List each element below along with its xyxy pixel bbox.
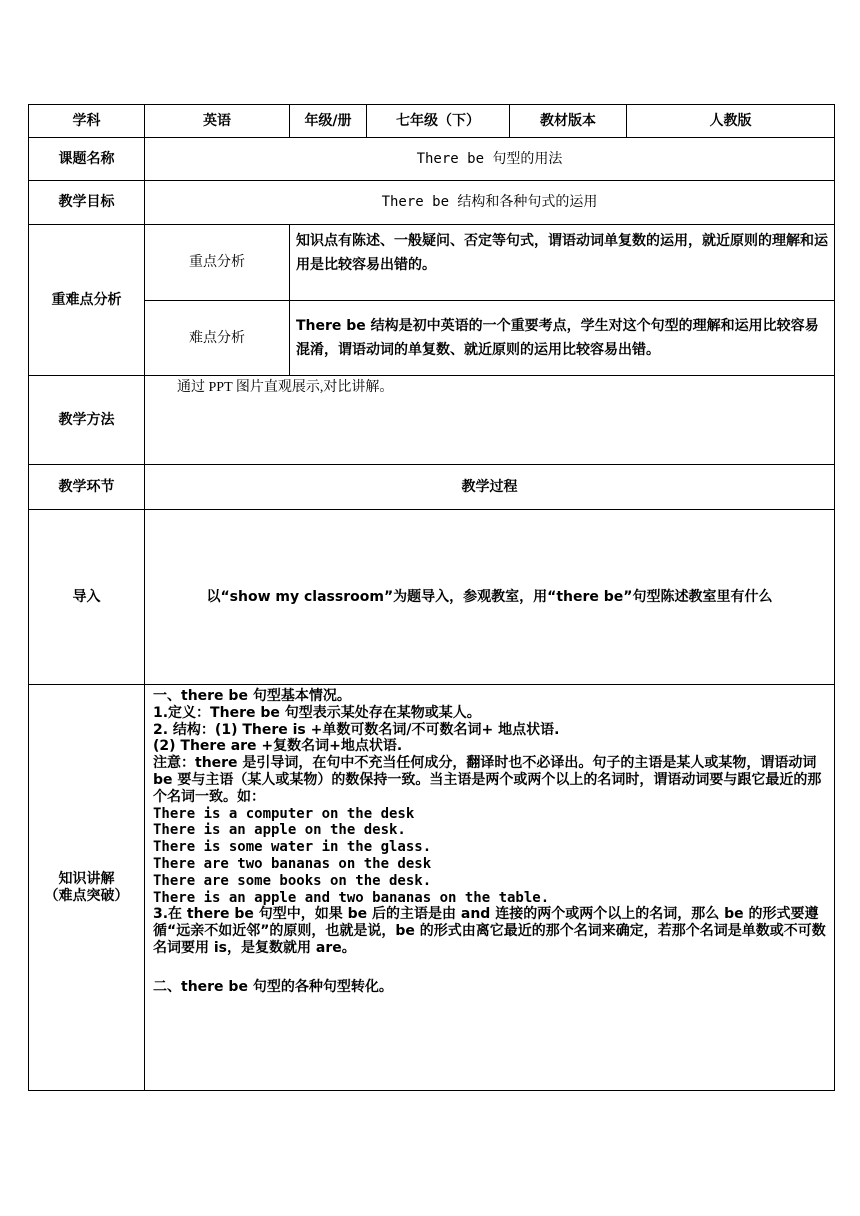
hard-point-text: There be 结构是初中英语的一个重要考点，学生对这个句型的理解和运用比较容易混淆，谓语动词的单复数、就近原则的运用比较容易出错。 — [290, 301, 835, 376]
goal-value: There be 结构和各种句式的运用 — [145, 181, 835, 225]
process-label: 教学环节 — [29, 465, 145, 510]
topic-label: 课题名称 — [29, 138, 145, 181]
example-sentence: There is a computer on the desk — [153, 805, 415, 822]
lesson-plan-table — [28, 104, 835, 1091]
knowledge-content — [145, 685, 835, 1091]
example-sentence: There is an apple and two bananas on the table. — [153, 889, 550, 906]
knowledge-section-heading: 二、there be 句型的各种句型转化。 — [153, 979, 393, 996]
example-sentence: There is some water in the glass. — [153, 839, 432, 856]
knowledge-label-line2: （难点突破） — [44, 887, 129, 904]
method-value: 通过 PPT 图片直观展示,对比讲解。 — [145, 376, 835, 465]
intro-row — [29, 510, 835, 685]
edition-label: 教材版本 — [510, 105, 627, 138]
hard-point-row — [29, 301, 835, 376]
topic-row — [29, 138, 835, 181]
knowledge-line: 一、there be 句型基本情况。 — [153, 688, 351, 704]
key-point-label: 重点分析 — [145, 225, 290, 301]
knowledge-label — [29, 685, 145, 1091]
grade-value: 七年级（下） — [367, 105, 510, 138]
knowledge-label-line1: 知识讲解 — [58, 870, 115, 887]
method-row — [29, 376, 835, 465]
example-sentence: There is an apple on the desk. — [153, 822, 406, 839]
subject-label: 学科 — [29, 105, 145, 138]
intro-value: 以“show my classroom”为题导入，参观教室，用“there be”句型陈述教室里有什么 — [145, 510, 835, 685]
topic-value: There be 句型的用法 — [145, 138, 835, 181]
grade-label: 年级/册 — [290, 105, 367, 138]
hard-point-label: 难点分析 — [145, 301, 290, 376]
knowledge-line: (2) There are +复数名词+地点状语. — [153, 738, 403, 755]
intro-label: 导入 — [29, 510, 145, 685]
knowledge-line: 2. 结构：(1) There is +单数可数名词/不可数名词+ 地点状语. — [153, 721, 560, 738]
difficulty-label: 重难点分析 — [29, 225, 145, 376]
process-value: 教学过程 — [145, 465, 835, 510]
example-sentence: There are some books on the desk. — [153, 872, 432, 889]
subject-value: 英语 — [145, 105, 290, 138]
knowledge-line: 1.定义：There be 句型表示某处存在某物或某人。 — [153, 704, 481, 721]
key-point-row — [29, 225, 835, 301]
method-label: 教学方法 — [29, 376, 145, 465]
example-sentence: There are two bananas on the desk — [153, 855, 432, 872]
knowledge-note: 注意：there 是引导词，在句中不充当任何成分，翻译时也不必译出。句子的主语是某人或某物，谓语动词 be 要与主语（某人或某物）的数保持一致。当主语是两个或两个以上的名词时，谓语动词要与跟它最近的那个名词一致。如： — [153, 755, 822, 805]
header-row — [29, 105, 835, 138]
edition-value: 人教版 — [627, 105, 835, 138]
knowledge-blank-line — [153, 957, 828, 980]
goal-row — [29, 181, 835, 225]
key-point-text: 知识点有陈述、一般疑问、否定等句式，谓语动词单复数的运用，就近原则的理解和运用是比较容易出错的。 — [290, 225, 835, 301]
process-row — [29, 465, 835, 510]
knowledge-rule: 3.在 there be 句型中，如果 be 后的主语是由 and 连接的两个或两个以上的名词，那么 be 的形式要遵循“远亲不如近邻”的原则，也就是说，be 的形式由离它最近的那个名词来确定，若那个名词是单数或不可数名词要用 is，是复数就用 are。 — [153, 906, 826, 956]
knowledge-row — [29, 685, 835, 1091]
goal-label: 教学目标 — [29, 181, 145, 225]
